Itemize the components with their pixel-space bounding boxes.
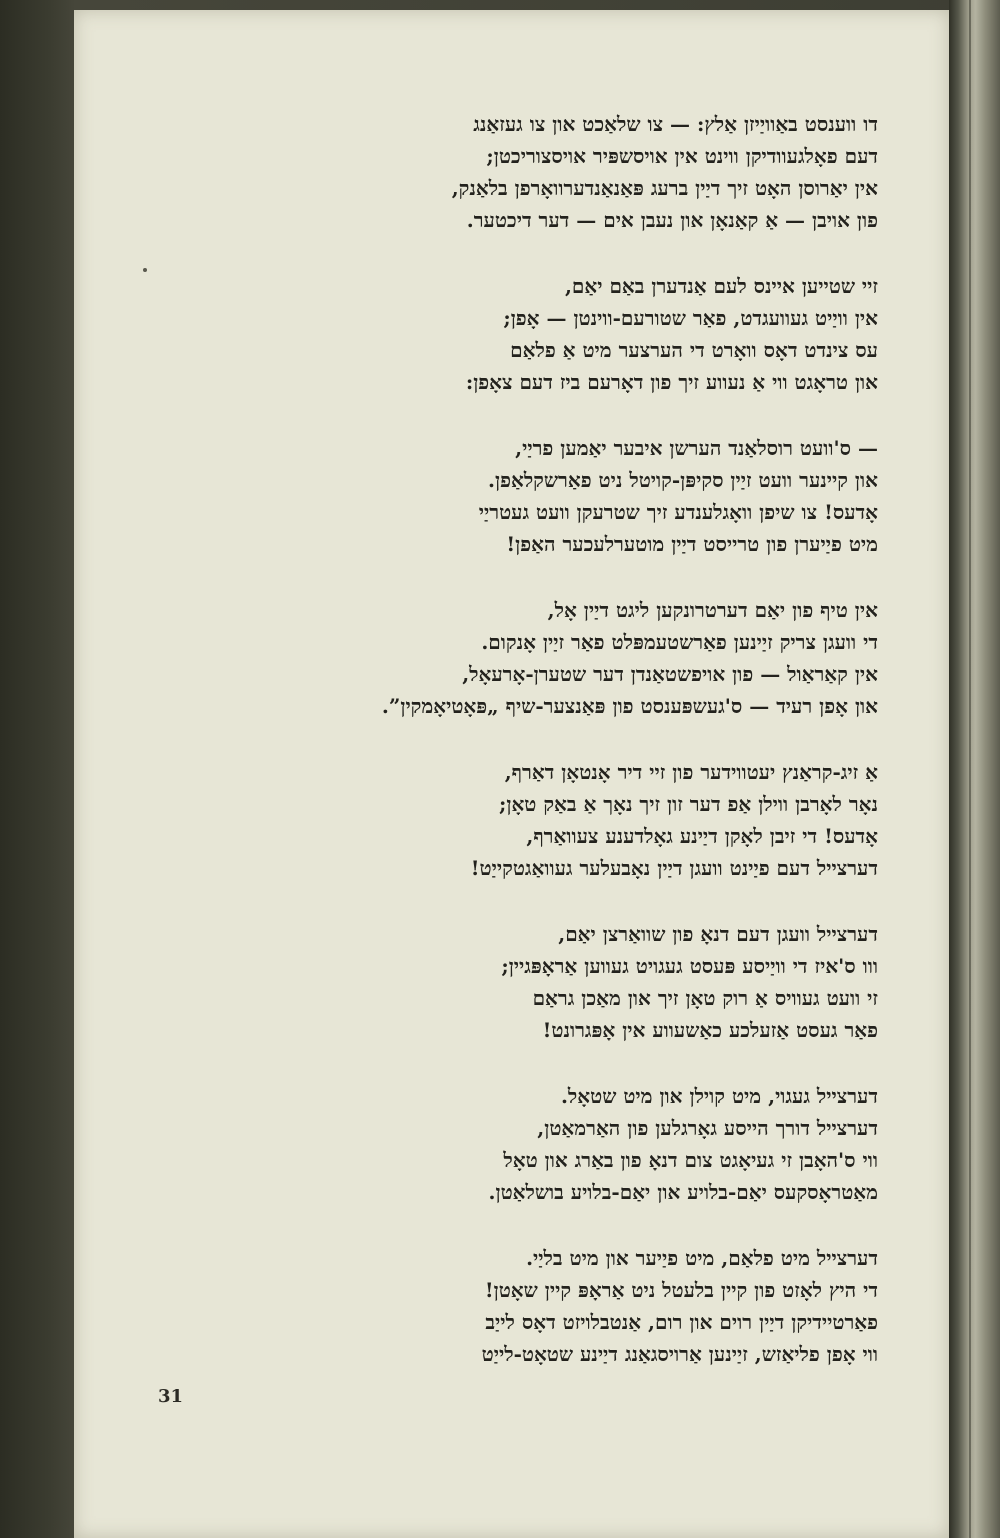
stanza: [230, 756, 878, 884]
poem-line: ווי ס'האָבן זי געיאָגט צום דנאָ פון באַרג און טאָל: [503, 1148, 878, 1172]
poem-line: דערצייל געגוי, מיט קוילן און מיט שטאָל.: [560, 1084, 878, 1108]
poem-line: פאַר געסט אַזעלכע כאַשעווע אין אָפּגרונט!: [542, 1018, 878, 1042]
poem-line: דעם פאָלגעוודיקן ווינט אין אויסשפּיר אויסצוריכטן;: [486, 144, 878, 168]
stanza: [230, 594, 878, 722]
poem-line: די היץ לאָזט פון קיין בלעטל ניט אַראָפּ קיין שאָטן!: [484, 1278, 878, 1302]
stanza: [230, 918, 878, 1046]
poem-line: און טראָגט ווי אַ נעווע זיך פון דאָרעם ביז דעם צאָפן:: [465, 370, 878, 394]
poem-line: די וועגן צריק זיַינען פאַרשטעמפּלט פאַר זיַין אָנקום.: [481, 630, 878, 654]
stanza: [230, 1080, 878, 1208]
poem-line: זי וועט געוויס אַ רוק טאָן זיך און מאַכן גראַם: [532, 986, 878, 1010]
poem-line: און אָפן רעיד — ס'געשפּענסט פון פּאַנצער-שיף „פּאָטיאָמקין”.: [381, 694, 878, 718]
poem-text: [230, 108, 878, 1404]
poem-line: זיי שטייען איינס לעם אַנדערן באַם יאַם,: [564, 274, 878, 298]
poem-line: ווו ס'איז די וויַיסע פּעסט געגויט געווען אַראָפּגיין;: [501, 954, 878, 978]
poem-line: עס צינדט דאָס וואָרט די הערצער מיט אַ פלאַם: [510, 338, 878, 362]
poem-line: דו ווענסט באַוויַיזן אַלץ: — צו שלאַכט און צו געזאַנג: [473, 112, 878, 136]
stanza: [230, 1242, 878, 1370]
poem-line: דערצייל דורך הייסע גאָרגלען פון האַרמאַטן,: [537, 1116, 878, 1140]
poem-line: — ס'וועט רוסלאַנד הערשן איבער יאַמען פריַי,: [515, 436, 878, 460]
book-spine: [949, 0, 1000, 1538]
poem-line: אין וויַיט געוועגדט, פאַר שטורעם-ווינטן — אָפן;: [503, 306, 878, 330]
poem-line: דערצייל מיט פלאַם, מיט פיַיער און מיט בליַי.: [526, 1246, 878, 1270]
poem-line: דערצייל וועגן דעם דנאָ פון שוואַרצן יאַם,: [558, 922, 878, 946]
poem-line: פון אויבן — אַ קאַנאָן און נעבן אים — דער דיכטער.: [466, 208, 878, 232]
stanza: [230, 270, 878, 398]
stanza: [230, 432, 878, 560]
poem-line: אָדעס! די זיבן לאָקן דיַינע גאָלדענע צעוואַרף,: [526, 824, 878, 848]
poem-line: אין טיף פון יאַם דערטרונקען ליגט דיַין אָל,: [547, 598, 878, 622]
poem-line: און קיינער וועט זיַין סקיפּן-קויטל ניט פאַרשקלאַפן.: [488, 468, 878, 492]
poem-line: אין קאַראַול — פון אויפשטאַנדן דער שטערן-אָרעאָל,: [462, 662, 878, 686]
poem-line: פאַרטיידיקן דיַין רוים און רום, אַנטבלויזט דאָס לייַב: [485, 1310, 878, 1334]
poem-line: מיט פיַיערן פון טרייסט דיַין מוטערלעכער האַפן!: [506, 532, 878, 556]
poem-line: אין יאַרוסן האָט זיך דיַין ברעג פּאַנאַנדערוואָרפן בלאַנק,: [451, 176, 878, 200]
poem-line: ווי אָפן פליאַזש, זיַינען אַרויסגאַנג דיַינע שטאָט-לייַט: [481, 1342, 878, 1366]
poem-line: אַ זיג-קראַנץ יעטווידער פון זיי דיר אָנטאָן דאַרף,: [504, 760, 878, 784]
page-number: 31: [158, 1386, 184, 1407]
speck-mark: [143, 268, 147, 272]
poem-line: מאַטראָסקעס יאַם-בלויע און יאַם-בלויע בושלאַטן.: [488, 1180, 878, 1204]
stanza: [230, 108, 878, 236]
poem-line: אָדעס! צו שיפן וואָגלענדע זיך שטרעקן וועט געטריַי: [478, 500, 878, 524]
poem-line: נאָר לאָרבן ווילן אַפ דער זון זיך נאָך אַ באַק טאָן;: [498, 792, 878, 816]
poem-line: דערצייל דעם פיַינט וועגן דיַין נאָבעלער געוואַגטקייַט!: [470, 856, 878, 880]
